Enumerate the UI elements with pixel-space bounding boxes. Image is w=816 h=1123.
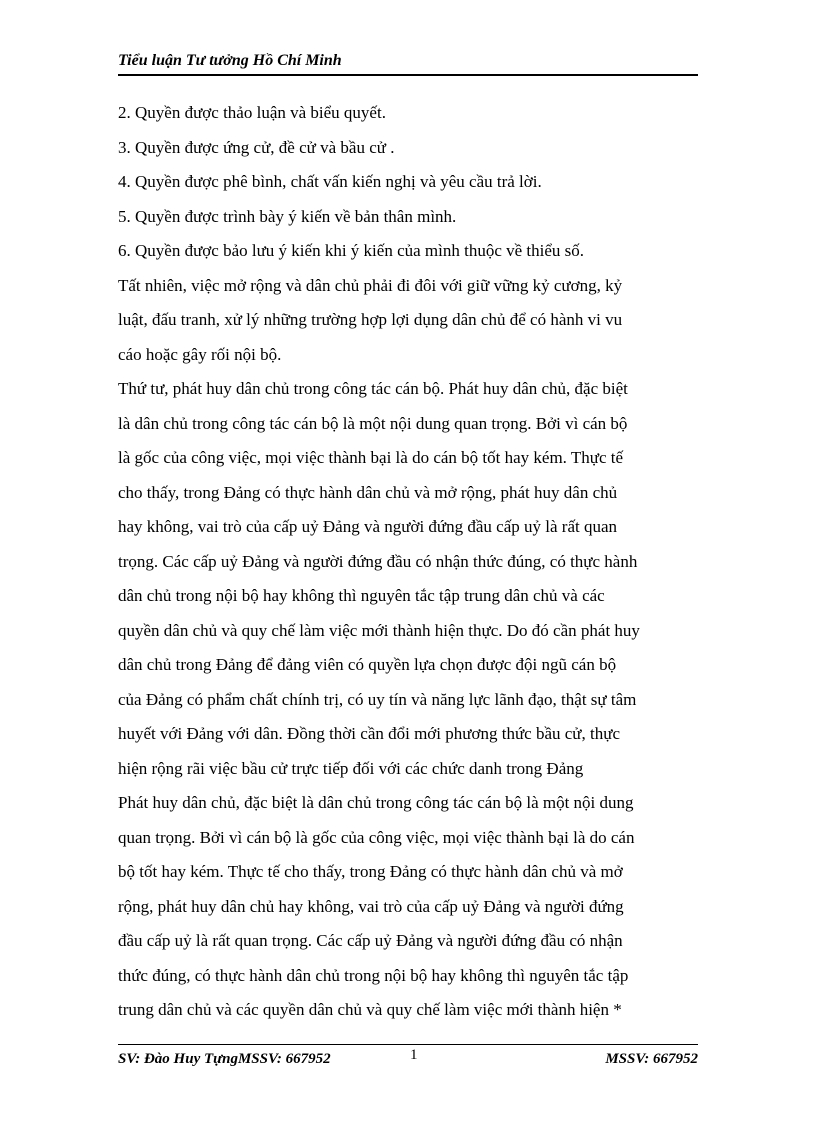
body-line: luật, đấu tranh, xử lý những trường hợp lợi dụng dân chủ để có hành vi vu xyxy=(118,310,623,329)
body-line: đầu cấp uỷ là rất quan trọng. Các cấp uỷ Đảng và người đứng đầu có nhận xyxy=(118,931,623,950)
body-line: 6. Quyền được bảo lưu ý kiến khi ý kiến của mình thuộc về thiểu số. xyxy=(118,241,585,260)
page-header xyxy=(118,50,698,76)
body-line: cáo hoặc gây rối nội bộ. xyxy=(118,344,282,364)
body-line: quyền dân chủ và quy chế làm việc mới thành hiện thực. Do đó cần phát huy xyxy=(118,620,640,640)
body-line: Thứ tư, phát huy dân chủ trong công tác cán bộ. Phát huy dân chủ, đặc biệt xyxy=(118,379,628,398)
header-title: Tiểu luận Tư tưởng Hồ Chí Minh xyxy=(118,52,342,69)
page-footer xyxy=(118,1044,698,1075)
body-line: cho thấy, trong Đảng có thực hành dân chủ và mở rộng, phát huy dân chủ xyxy=(118,482,618,502)
body-line: quan trọng. Bởi vì cán bộ là gốc của công việc, mọi việc thành bại là do cán xyxy=(118,827,635,847)
body-line: hay không, vai trò của cấp uỷ Đảng và người đứng đầu cấp uỷ là rất quan xyxy=(118,517,618,536)
body-line: là gốc của công việc, mọi việc thành bại là do cán bộ tốt hay kém. Thực tế xyxy=(118,448,624,467)
body-line: là dân chủ trong công tác cán bộ là một nội dung quan trọng. Bởi vì cán bộ xyxy=(118,413,628,433)
body-line: của Đảng có phẩm chất chính trị, có uy tín và năng lực lãnh đạo, thật sự tâm xyxy=(118,689,637,709)
body-line: rộng, phát huy dân chủ hay không, vai trò của cấp uỷ Đảng và người đứng xyxy=(118,896,624,916)
body-line: hiện rộng rãi việc bầu cử trực tiếp đối với các chức danh trong Đảng xyxy=(118,758,584,778)
body-line: Phát huy dân chủ, đặc biệt là dân chủ trong công tác cán bộ là một nội dung xyxy=(118,793,634,812)
body-line: 5. Quyền được trình bày ý kiến về bản thân mình. xyxy=(118,206,457,226)
body-line: Tất nhiên, việc mở rộng và dân chủ phải đi đôi với giữ vững kỷ cương, kỷ xyxy=(118,275,623,295)
body-line: 3. Quyền được ứng cử, đề cử và bầu cử . xyxy=(118,137,395,157)
body-line: trung dân chủ và các quyền dân chủ và quy chế làm việc mới thành hiện * xyxy=(118,1000,622,1019)
document-body xyxy=(118,96,703,1028)
body-line: thức đúng, có thực hành dân chủ trong nội bộ hay không thì nguyên tắc tập xyxy=(118,965,629,985)
body-line: dân chủ trong nội bộ hay không thì nguyên tắc tập trung dân chủ và các xyxy=(118,586,605,605)
body-line: bộ tốt hay kém. Thực tế cho thấy, trong Đảng có thực hành dân chủ và mở xyxy=(118,862,623,881)
body-line: trọng. Các cấp uỷ Đảng và người đứng đầu có nhận thức đúng, có thực hành xyxy=(118,551,638,571)
body-line: huyết với Đảng với dân. Đồng thời cần đổi mới phương thức bầu cử, thực xyxy=(118,724,620,743)
footer-student-id: MSSV: 667952 xyxy=(605,1051,698,1067)
footer-student-info: SV: Đào Huy TựngMSSV: 667952 xyxy=(118,1051,331,1067)
body-line: dân chủ trong Đảng để đảng viên có quyền lựa chọn được đội ngũ cán bộ xyxy=(118,655,617,674)
body-line: 2. Quyền được thảo luận và biểu quyết. xyxy=(118,103,386,122)
body-line: 4. Quyền được phê bình, chất vấn kiến nghị và yêu cầu trả lời. xyxy=(118,172,542,191)
page-number: 1 xyxy=(410,1047,418,1063)
